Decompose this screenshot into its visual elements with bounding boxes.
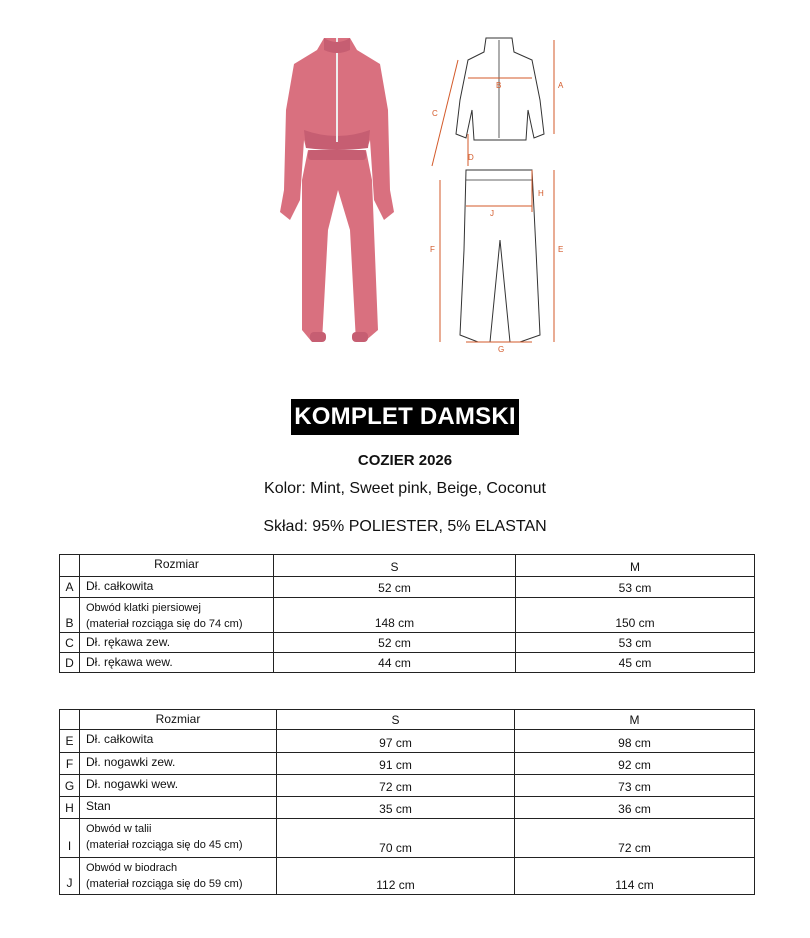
row-label: Dł. rękawa wew. [80,653,274,673]
diagram-label-h: H [538,189,544,198]
header-size-s: S [274,555,516,577]
header-empty-cell [60,710,80,730]
page-title: KOMPLET DAMSKI [291,399,518,435]
row-label-note: (materiał rozciąga się do 59 cm) [86,878,243,890]
row-label: Obwód w talii [86,823,152,835]
table-row [60,753,755,775]
row-label-note: (materiał rozciąga się do 45 cm) [86,839,243,851]
row-label: Dł. nogawki wew. [80,775,277,797]
row-value-s: 35 cm [277,797,515,819]
measurement-diagram [420,30,580,355]
table-header-row [60,555,755,577]
table-row [60,775,755,797]
row-label: Dł. nogawki zew. [80,753,277,775]
row-label-note: (materiał rozciąga się do 74 cm) [86,618,243,630]
row-letter: G [60,775,80,797]
row-value-s: 52 cm [274,633,516,653]
table-header-row [60,710,755,730]
page-title-wrap [0,399,810,435]
row-letter: B [60,598,80,633]
pants [302,150,378,342]
diagram-label-a: A [558,81,564,90]
row-label-cell [80,819,277,858]
row-value-m: 36 cm [515,797,755,819]
table-row [60,653,755,673]
row-value-s: 72 cm [277,775,515,797]
row-label: Dł. całkowita [80,577,274,598]
table-row [60,577,755,598]
table-row [60,819,755,858]
row-value-s: 52 cm [274,577,516,598]
row-letter: C [60,633,80,653]
pants-waistband [308,150,366,160]
composition-line: Skład: 95% POLIESTER, 5% ELASTAN [263,518,547,535]
row-value-m: 73 cm [515,775,755,797]
table-row [60,858,755,895]
product-photo [262,30,412,350]
row-label: Obwód klatki piersiowej [86,602,201,614]
row-label-cell [80,598,274,633]
row-value-s: 91 cm [277,753,515,775]
colors-line: Kolor: Mint, Sweet pink, Beige, Coconut [264,480,546,497]
row-value-s: 70 cm [277,819,515,858]
row-label: Dł. całkowita [80,730,277,753]
row-letter: H [60,797,80,819]
top-size-table [59,554,755,673]
row-label: Obwód w biodrach [86,862,178,874]
header-size-s: S [277,710,515,730]
diagram-label-g: G [498,345,505,354]
table-row [60,598,755,633]
row-label-cell [80,858,277,895]
diagram-label-b: B [496,81,502,90]
row-letter: D [60,653,80,673]
row-letter: A [60,577,80,598]
row-value-m: 150 cm [516,598,755,633]
row-letter: I [60,819,80,858]
row-value-s: 97 cm [277,730,515,753]
row-value-s: 148 cm [274,598,516,633]
row-value-m: 92 cm [515,753,755,775]
header-size-m: M [515,710,755,730]
table-row [60,797,755,819]
header-size-label: Rozmiar [80,710,277,730]
header-size-label: Rozmiar [80,555,274,577]
row-value-m: 72 cm [515,819,755,858]
row-value-m: 53 cm [516,577,755,598]
diagram-label-j: J [490,209,494,218]
row-value-s: 112 cm [277,858,515,895]
header-size-m: M [516,555,755,577]
table-row [60,633,755,653]
row-letter: F [60,753,80,775]
row-value-s: 44 cm [274,653,516,673]
row-letter: J [60,858,80,895]
header-empty-cell [60,555,80,577]
pants-outline [460,170,540,342]
row-label: Stan [80,797,277,819]
diagram-label-f: F [430,245,435,254]
table-row [60,730,755,753]
bottom-size-table [59,709,755,895]
row-value-m: 98 cm [515,730,755,753]
diagram-label-e: E [558,245,564,254]
collection-name: COZIER 2026 [357,452,453,469]
row-value-m: 114 cm [515,858,755,895]
diagram-label-d: D [468,153,474,162]
row-letter: E [60,730,80,753]
pants-cuff-left [310,332,326,342]
pants-cuff-right [352,332,368,342]
diagram-label-c: C [432,109,438,118]
row-value-m: 45 cm [516,653,755,673]
row-value-m: 53 cm [516,633,755,653]
row-label: Dł. rękawa zew. [80,633,274,653]
